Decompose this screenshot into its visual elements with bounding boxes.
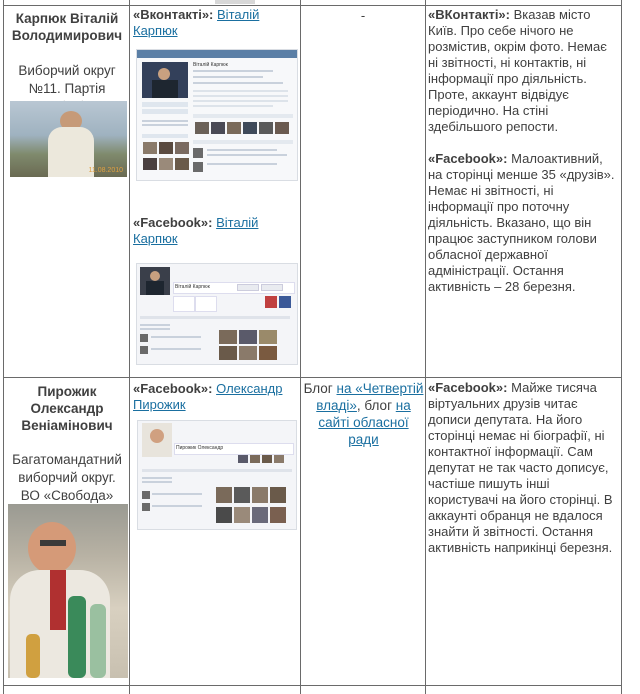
deputy-photo (10, 101, 127, 177)
link-label: «Вконтакті»: (133, 7, 214, 22)
blog-cell (303, 380, 424, 448)
blog-link-oblast-council[interactable]: на сайті обласної ради (318, 398, 411, 447)
blog-separator: , блог (356, 398, 392, 413)
vk-header-bar (137, 50, 297, 58)
blog-label: Блог (303, 381, 333, 396)
description-paragraph (428, 151, 620, 295)
description-paragraph (428, 380, 620, 556)
description-label: «ВКонтакті»: (428, 7, 510, 22)
row-divider (3, 377, 622, 378)
description-label: «Facebook»: (428, 151, 508, 166)
table-border-left (3, 0, 4, 694)
social-links (133, 215, 298, 247)
photo-date: 11.08.2010 (88, 167, 123, 174)
description-label: «Facebook»: (428, 380, 508, 395)
blog-empty: - (360, 8, 366, 23)
description-text: Майже тисяча віртуальних друзів читає дописи депутата. На його сторінці немає ні біографії, ні контактної інформації. Сам депутат не так часто дописує, частіше пишуть інші користувачі на його сторінці. В аккаунті обранця не вдалося знайти й звітності. Остання активність наприкінці березня. (428, 380, 613, 555)
facebook-profile-name: Пирожик Олександр (176, 445, 224, 451)
activity-description (428, 380, 620, 556)
table-row (7, 383, 127, 505)
social-links (133, 381, 298, 413)
vk-profile-link[interactable]: Віталій Карпюк (133, 7, 260, 38)
column-divider (129, 0, 130, 694)
deputy-photo (8, 504, 128, 678)
vk-avatar (142, 62, 188, 98)
blog-cell (343, 8, 383, 23)
facebook-profile-link[interactable]: Олександр Пирожик (133, 381, 283, 412)
facebook-profile-name: Віталій Карпюк (175, 284, 210, 290)
description-text: Малоактивний, на сторінці менше 35 «друзів». Немає ні звітності, ні інформації про поточну діяльність. Вказано, що він працює заступником голови обласної державної адміністрації. Остання активність – 28 березня. (428, 151, 615, 294)
row-divider (3, 5, 622, 6)
deputy-name: Пирожик Олександр Веніамінович (21, 384, 113, 433)
facebook-profile-screenshot (136, 263, 298, 365)
table-border-right (621, 0, 622, 694)
vk-profile-screenshot (136, 49, 298, 181)
facebook-avatar (142, 423, 172, 457)
description-paragraph (428, 7, 620, 135)
blog-link-chetverta-vlada[interactable]: на «Четвертій владі» (316, 381, 424, 413)
deputies-table (3, 0, 622, 694)
column-divider (300, 0, 301, 694)
facebook-profile-link[interactable]: Віталій Карпюк (133, 215, 259, 246)
screenshot-fragment (215, 0, 255, 4)
link-label: «Facebook»: (133, 381, 213, 396)
deputy-district: Багатомандатний виборчий округ. ВО «Свобода» (12, 452, 122, 503)
row-divider (3, 685, 622, 686)
deputy-name: Карпюк Віталій Володимирович (11, 11, 123, 43)
vk-profile-name: Віталій Карпюк (193, 62, 228, 68)
deputy-district: Виборчий округ №11. Партія (18, 63, 116, 96)
description-text: Вказав місто Київ. Про себе нічого не розмістив, окрім фото. Немає ні звітності, ні контактів, ні інформації про діяльність. Проте, аккаунт відвідує періодично. На стіні здебільшого репости. (428, 7, 607, 134)
link-label: «Facebook»: (133, 215, 213, 230)
social-links (133, 7, 298, 39)
column-divider (425, 0, 426, 694)
facebook-avatar (140, 267, 170, 295)
activity-description (428, 7, 620, 295)
facebook-profile-screenshot (137, 420, 297, 530)
